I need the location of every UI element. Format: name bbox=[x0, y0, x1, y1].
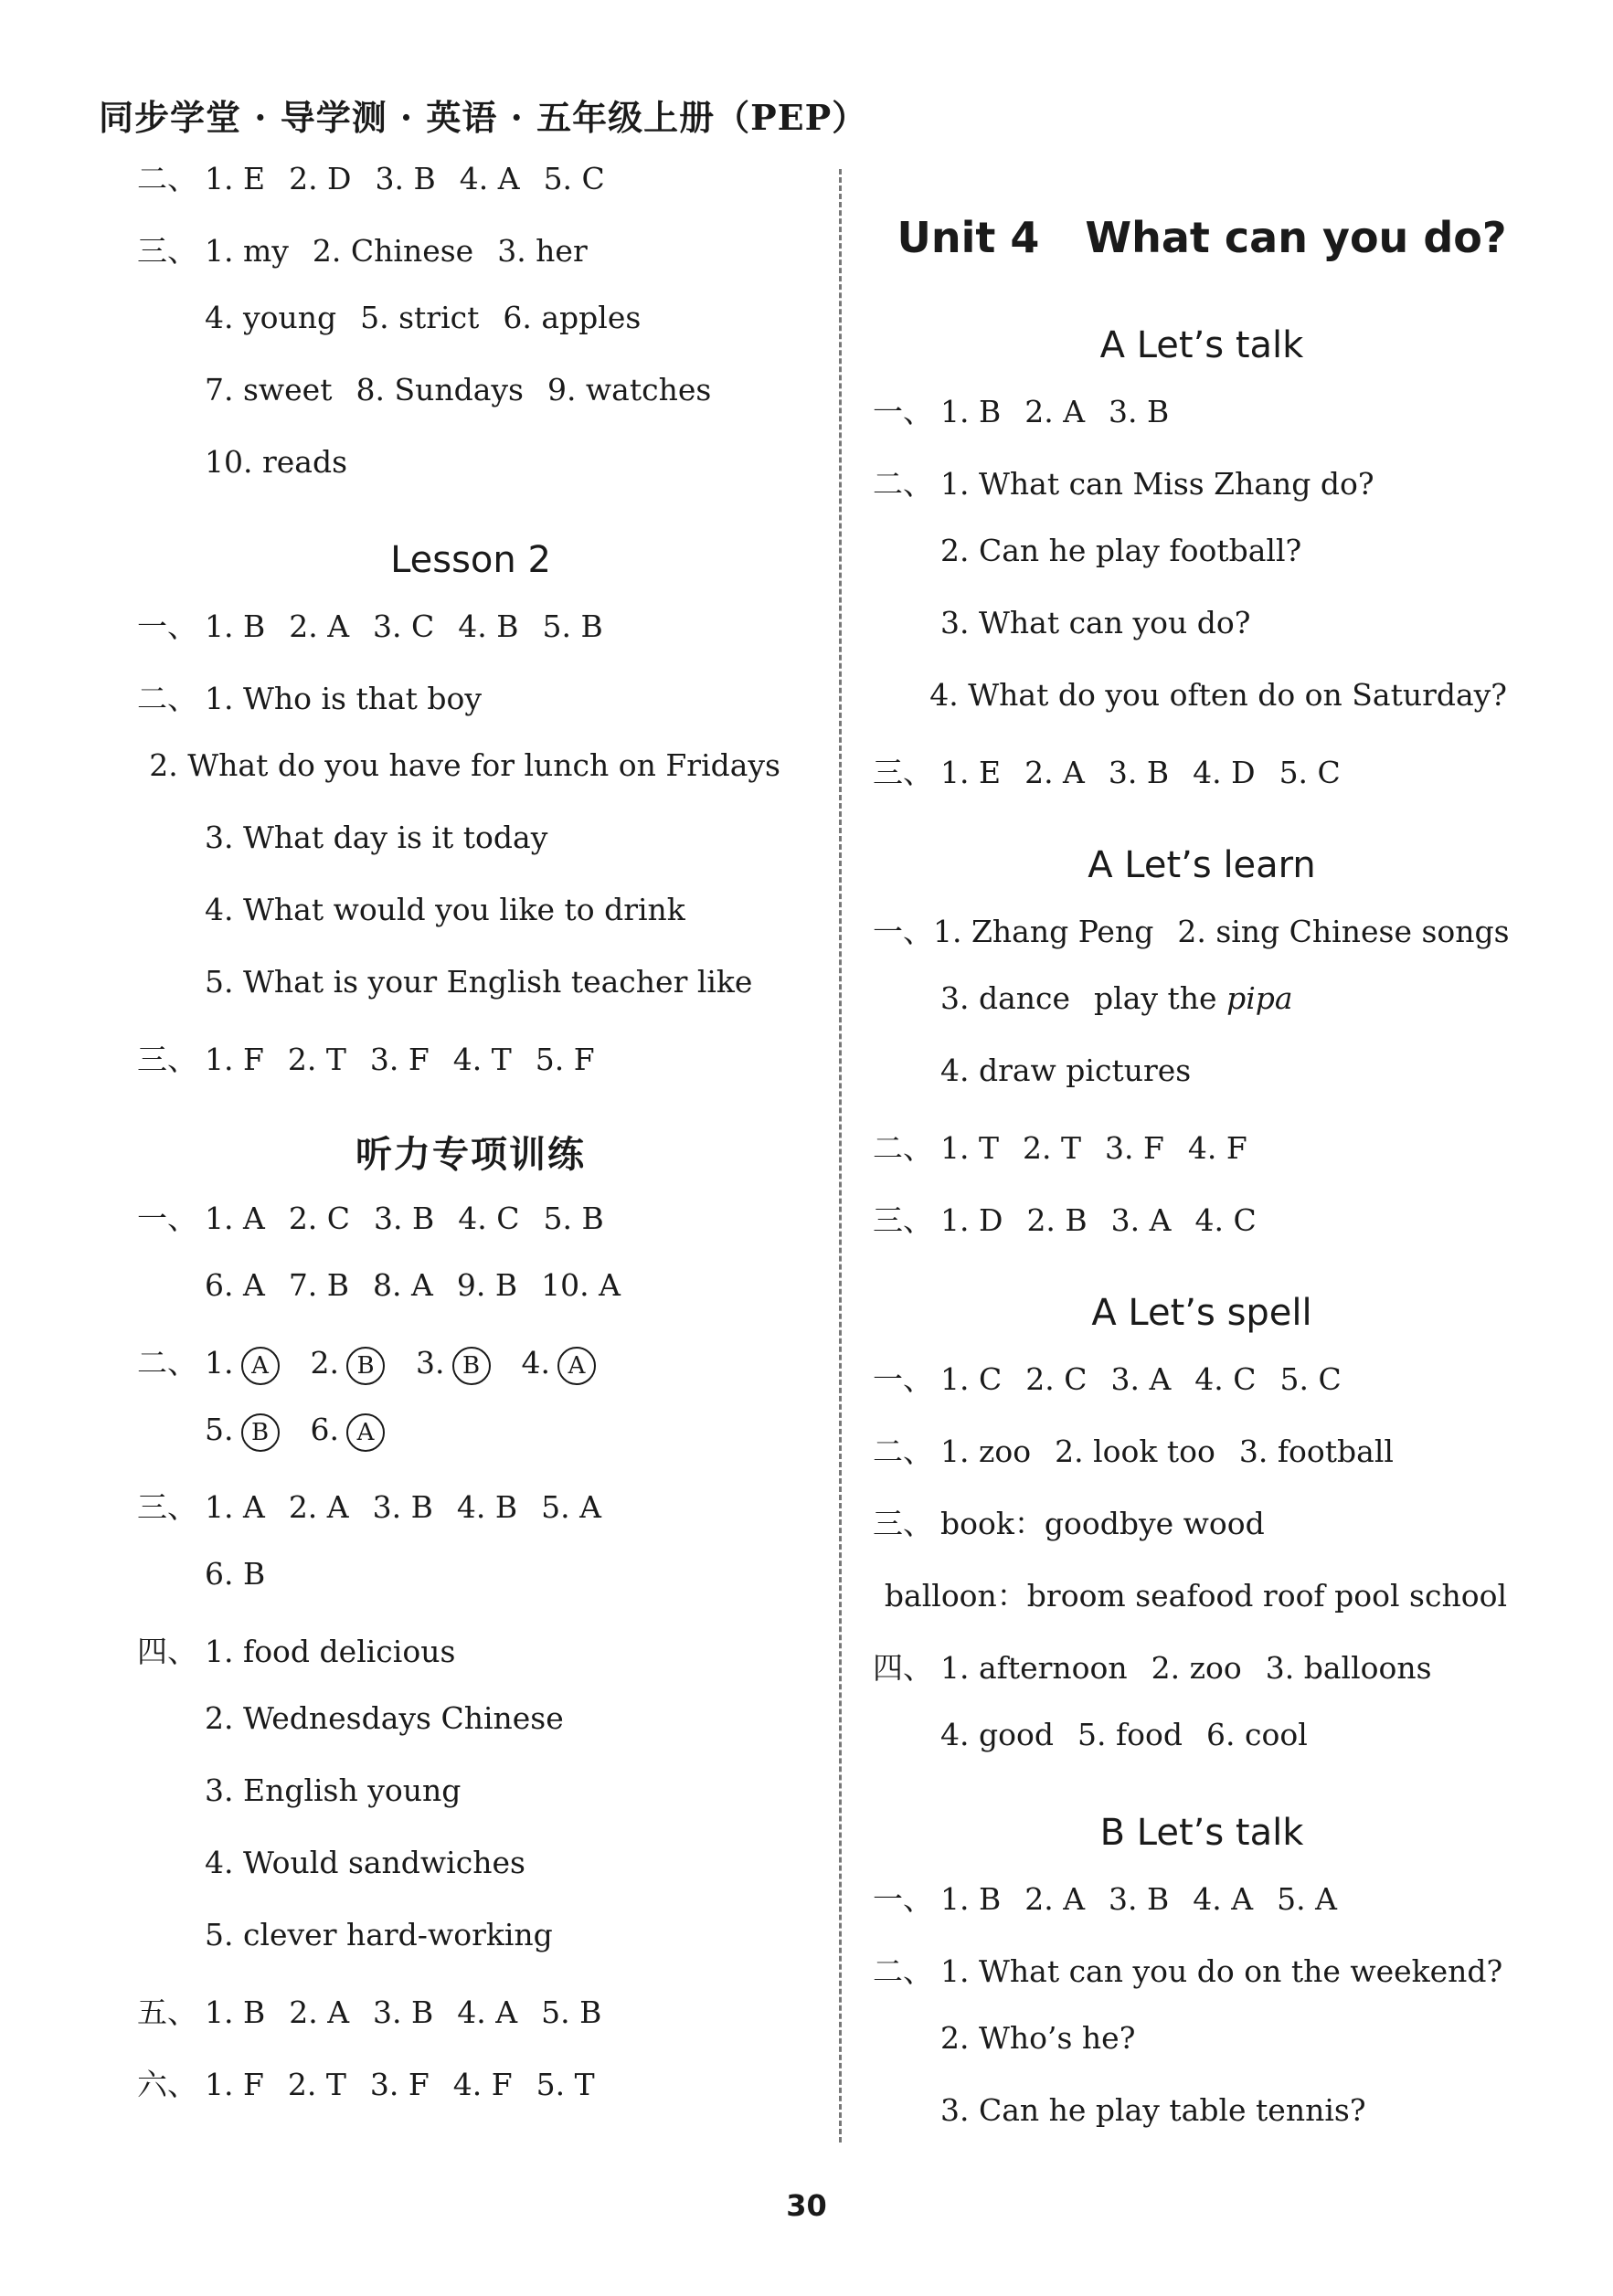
answer-item: 5. A bbox=[1277, 1881, 1337, 1917]
answer-item: 7. sweet bbox=[205, 372, 333, 407]
answer-items bbox=[940, 1434, 1417, 1469]
answer-item: 4. F bbox=[1187, 1130, 1247, 1166]
question-number: 二、 bbox=[137, 681, 197, 716]
answer-item: 1. food delicious bbox=[205, 1634, 456, 1669]
answer-item: 3. What can you do? bbox=[940, 605, 1251, 640]
right-column bbox=[873, 174, 1531, 2164]
answer-item: 3. B bbox=[375, 161, 436, 196]
answer-line bbox=[873, 605, 1531, 677]
answer-item: 1. A bbox=[205, 1201, 265, 1236]
answer-item: 2. A bbox=[289, 608, 350, 644]
answer-item: 8. A bbox=[373, 1267, 433, 1303]
answer-item: 2. zoo bbox=[1151, 1650, 1242, 1686]
answer-item: 2. A bbox=[288, 1489, 349, 1525]
question-number: 三、 bbox=[873, 755, 933, 790]
answer-items bbox=[940, 755, 1364, 790]
answer-item: 2. look too bbox=[1055, 1434, 1215, 1469]
section-title: Lesson 2 bbox=[390, 538, 551, 581]
answer-items bbox=[205, 1634, 479, 1669]
answer-line bbox=[137, 603, 804, 675]
question-number: 二、 bbox=[137, 161, 197, 196]
answer-item: 4. A bbox=[457, 1994, 518, 2030]
answer-item: 7. B bbox=[288, 1267, 350, 1303]
section-title: A Let’s talk bbox=[1099, 323, 1304, 366]
answer-items bbox=[205, 820, 571, 855]
answer-item: 3. F bbox=[369, 1042, 430, 1077]
answer-item: 4. draw pictures bbox=[940, 1053, 1192, 1088]
answer-item: 3. B bbox=[373, 1994, 434, 2030]
item-number: 1. bbox=[205, 1345, 234, 1381]
answer-item: 1. T bbox=[940, 1130, 999, 1166]
answer-line bbox=[137, 1195, 804, 1267]
question-number: 三、 bbox=[137, 1042, 197, 1077]
answer-items bbox=[205, 1267, 644, 1303]
answer-item: 3. A bbox=[1110, 1202, 1172, 1238]
question-number: 二、 bbox=[873, 1130, 933, 1166]
answer-line bbox=[873, 1356, 1531, 1428]
answer-line bbox=[873, 460, 1531, 533]
answer-item: 3. Can he play table tennis? bbox=[940, 2092, 1366, 2128]
answer-line bbox=[873, 1948, 1531, 2020]
circled-answer: A bbox=[557, 1347, 596, 1385]
answer-line bbox=[137, 2061, 804, 2133]
answer-item: 3. dance bbox=[940, 980, 1071, 1016]
answer-item: 2. T bbox=[1023, 1130, 1081, 1166]
answer-line bbox=[873, 1125, 1531, 1197]
answer-items bbox=[205, 1700, 588, 1736]
answer-line bbox=[873, 1645, 1531, 1717]
answer-item: 3. B bbox=[1109, 1881, 1170, 1917]
answer-item: 5. T bbox=[536, 2067, 595, 2102]
answer-line bbox=[137, 1484, 804, 1556]
question-number: 六、 bbox=[137, 2067, 197, 2102]
answer-item: 3. A bbox=[1110, 1361, 1172, 1397]
answer-item: 4. T bbox=[452, 1042, 512, 1077]
answer-item: 3. B bbox=[372, 1489, 433, 1525]
answer-items bbox=[205, 1556, 289, 1592]
answer-line bbox=[137, 155, 804, 227]
answer-line bbox=[137, 1267, 804, 1339]
answer-line bbox=[137, 227, 804, 300]
answer-items bbox=[205, 1042, 619, 1077]
answer-item: 4. Would sandwiches bbox=[205, 1845, 525, 1880]
answer-item: 5. C bbox=[543, 161, 605, 196]
item-number: 2. bbox=[310, 1345, 339, 1381]
answer-items bbox=[205, 608, 627, 644]
answer-item: 1. F bbox=[205, 1042, 264, 1077]
answer-items bbox=[940, 1130, 1271, 1166]
answer-line bbox=[137, 675, 804, 747]
answer-item: 1. my bbox=[205, 233, 289, 269]
answer-item: 6. A bbox=[205, 1267, 265, 1303]
answer-item: 1. zoo bbox=[940, 1434, 1032, 1469]
answer-line bbox=[137, 1989, 804, 2061]
answer-item: 8. Sundays bbox=[355, 372, 524, 407]
question-number: 三、 bbox=[873, 1202, 933, 1238]
answer-item: 1. afternoon bbox=[940, 1650, 1128, 1686]
answer-item: 6. B bbox=[205, 1556, 266, 1592]
answer-line bbox=[137, 1036, 804, 1108]
answer-items bbox=[205, 892, 709, 927]
answer-items bbox=[940, 2092, 1390, 2128]
answer-items bbox=[940, 1053, 1215, 1088]
answer-item: 2. T bbox=[287, 1042, 346, 1077]
question-number: 二、 bbox=[873, 466, 933, 502]
answer-items bbox=[205, 1845, 549, 1880]
answer-items bbox=[940, 1202, 1280, 1238]
answer-item: 9. B bbox=[456, 1267, 518, 1303]
answer-line bbox=[873, 2092, 1531, 2164]
answer-items bbox=[940, 2020, 1159, 2056]
answer-item: 5. food bbox=[1077, 1717, 1183, 1752]
answer-item: 2. Wednesdays Chinese bbox=[205, 1700, 564, 1736]
item-number: 4. bbox=[521, 1345, 550, 1381]
answer-item: 2. Chinese bbox=[312, 233, 474, 269]
answer-line bbox=[873, 1197, 1531, 1269]
answer-item: 4. What would you like to drink bbox=[205, 892, 685, 927]
answer-item: 3. F bbox=[369, 2067, 430, 2102]
answer-items bbox=[205, 2067, 619, 2102]
item-number: 6. bbox=[310, 1412, 339, 1447]
section-title: A Let’s spell bbox=[1091, 1291, 1312, 1334]
answer-item: 2. A bbox=[289, 1994, 350, 2030]
answer-items bbox=[940, 1361, 1365, 1397]
answer-text: play the bbox=[1094, 980, 1227, 1016]
answer-item: 1. What can Miss Zhang do? bbox=[940, 466, 1374, 502]
answer-item: 3. balloons bbox=[1265, 1650, 1432, 1686]
answer-line bbox=[137, 820, 804, 892]
answer-items bbox=[205, 1994, 625, 2030]
answer-items bbox=[940, 466, 1398, 502]
question-number: 五、 bbox=[137, 1994, 197, 2030]
answer-items bbox=[205, 1917, 577, 1952]
answer-line bbox=[137, 1772, 804, 1845]
question-number: 二、 bbox=[137, 1345, 197, 1381]
answer-line bbox=[137, 1700, 804, 1772]
answer-items bbox=[205, 1489, 625, 1525]
answer-item: book：goodbye wood bbox=[940, 1506, 1265, 1541]
answer-item: 3. What day is it today bbox=[205, 820, 548, 855]
answer-item: 4. What do you often do on Saturday? bbox=[929, 677, 1507, 713]
answer-line bbox=[873, 1876, 1531, 1948]
answer-item: 5. C bbox=[1279, 755, 1341, 790]
answer-item: 1. B bbox=[940, 394, 1002, 429]
page-number: 30 bbox=[786, 2188, 827, 2223]
answer-line bbox=[137, 1412, 804, 1484]
question-number: 四、 bbox=[873, 1650, 933, 1686]
answer-item: 2. A bbox=[1024, 1881, 1086, 1917]
answer-items bbox=[205, 1201, 628, 1236]
unit-title bbox=[873, 174, 1531, 302]
answer-items bbox=[205, 233, 611, 269]
answer-item: 2. B bbox=[1026, 1202, 1088, 1238]
answer-item: 5. B bbox=[543, 1201, 604, 1236]
question-number: 二、 bbox=[873, 1953, 933, 1989]
answer-line bbox=[137, 1556, 804, 1628]
question-number: 一、 bbox=[873, 914, 933, 949]
question-number: 二、 bbox=[873, 1434, 933, 1469]
answer-items bbox=[940, 533, 1325, 568]
answer-item: 5. clever hard-working bbox=[205, 1917, 553, 1952]
answer-items bbox=[205, 161, 629, 196]
answer-items bbox=[933, 914, 1533, 949]
answer-item: 1. B bbox=[940, 1881, 1002, 1917]
section-title: A Let’s learn bbox=[1088, 843, 1316, 886]
answer-item: 5. What is your English teacher like bbox=[205, 964, 753, 1000]
question-number: 一、 bbox=[137, 608, 197, 644]
circled-answer: B bbox=[346, 1347, 385, 1385]
answer-items bbox=[205, 444, 371, 480]
item-number: 5. bbox=[205, 1412, 234, 1447]
answer-line bbox=[873, 1500, 1531, 1572]
answer-items bbox=[205, 964, 776, 1000]
answer-line bbox=[137, 1845, 804, 1917]
answer-items bbox=[149, 747, 804, 783]
question-number: 四、 bbox=[137, 1634, 197, 1669]
answer-item: 3. English young bbox=[205, 1772, 462, 1808]
answer-line bbox=[873, 980, 1531, 1053]
question-number: 三、 bbox=[137, 1489, 197, 1525]
answer-line bbox=[873, 1053, 1531, 1125]
answer-item: 1. B bbox=[205, 1994, 266, 2030]
answer-item: 3. F bbox=[1105, 1130, 1164, 1166]
circled-answer: B bbox=[452, 1347, 491, 1385]
answer-item: 5. F bbox=[535, 1042, 595, 1077]
answer-line bbox=[873, 1717, 1531, 1789]
answer-item: 4. C bbox=[458, 1201, 520, 1236]
question-number: 一、 bbox=[137, 1201, 197, 1236]
answer-line bbox=[137, 1628, 804, 1700]
answer-item: balloon：broom seafood roof pool school bbox=[884, 1578, 1507, 1614]
answer-item: 1. D bbox=[940, 1202, 1003, 1238]
answer-item: 1. Who is that boy bbox=[205, 681, 483, 716]
answer-item: 4. F bbox=[452, 2067, 513, 2102]
answer-line bbox=[873, 677, 1531, 749]
answer-items bbox=[940, 1650, 1456, 1686]
answer-line bbox=[873, 1572, 1531, 1645]
answer-line bbox=[137, 300, 804, 372]
answer-item: 3. B bbox=[1108, 755, 1170, 790]
section-title: B Let’s talk bbox=[1099, 1811, 1304, 1854]
answer-item: 4. B bbox=[458, 608, 519, 644]
answer-line bbox=[873, 2020, 1531, 2092]
answer-item: 10. reads bbox=[205, 444, 348, 480]
answer-item: 9. watches bbox=[547, 372, 712, 407]
section-title: 听力专项训练 bbox=[355, 1134, 586, 1176]
answer-item: 4. C bbox=[1194, 1361, 1257, 1397]
answer-line bbox=[137, 1917, 804, 1989]
answer-item: 1. E bbox=[205, 161, 266, 196]
answer-item: 10. A bbox=[541, 1267, 621, 1303]
answer-line bbox=[137, 444, 804, 516]
answer-line bbox=[873, 749, 1531, 821]
answer-items bbox=[929, 677, 1531, 713]
answer-item: 5. B bbox=[541, 1994, 602, 2030]
question-number: 一、 bbox=[873, 394, 933, 429]
answer-item: 2. D bbox=[289, 161, 352, 196]
circled-answer: B bbox=[241, 1413, 280, 1452]
answer-line bbox=[137, 1339, 804, 1412]
answer-items bbox=[940, 1500, 1289, 1543]
left-column bbox=[137, 155, 804, 2133]
circled-answer: A bbox=[346, 1413, 385, 1452]
question-number: 三、 bbox=[873, 1506, 933, 1541]
answer-items bbox=[205, 372, 735, 407]
answer-item: 2. T bbox=[287, 2067, 346, 2102]
answer-item: 6. cool bbox=[1206, 1717, 1308, 1752]
answer-item: 4. good bbox=[940, 1717, 1054, 1752]
answer-item: 2. sing Chinese songs bbox=[1177, 914, 1510, 949]
answer-item: 4. B bbox=[456, 1489, 518, 1525]
answer-item: 4. D bbox=[1193, 755, 1256, 790]
answer-items bbox=[205, 681, 505, 716]
answer-items bbox=[940, 1881, 1361, 1917]
question-number: 一、 bbox=[873, 1361, 933, 1397]
answer-item: 3. her bbox=[497, 233, 588, 269]
answer-item: 1. A bbox=[205, 1489, 265, 1525]
answer-line bbox=[873, 533, 1531, 605]
unit-name: What can you do? bbox=[1085, 213, 1507, 262]
answer-item: 3. C bbox=[373, 608, 435, 644]
page-header: 同步学堂 · 导学测 · 英语 · 五年级上册（PEP） bbox=[99, 97, 868, 138]
answer-item: 4. C bbox=[1194, 1202, 1257, 1238]
answer-items bbox=[940, 1953, 1526, 1989]
answer-item: 2. C bbox=[1025, 1361, 1088, 1397]
answer-item: 2. A bbox=[1024, 394, 1086, 429]
answer-item: 5. strict bbox=[360, 300, 480, 335]
answer-item: 2. Can he play football? bbox=[940, 533, 1302, 568]
answer-line bbox=[137, 892, 804, 964]
answer-line bbox=[137, 964, 804, 1036]
answer-item: 2. Who’s he? bbox=[940, 2020, 1136, 2056]
question-number: 三、 bbox=[137, 233, 197, 269]
answer-line bbox=[137, 747, 804, 820]
answer-items bbox=[205, 300, 664, 335]
answer-italic: pipa bbox=[1226, 980, 1293, 1016]
answer-item: 5. B bbox=[542, 608, 603, 644]
answer-line bbox=[873, 388, 1531, 460]
circled-answer: A bbox=[241, 1347, 280, 1385]
answer-items bbox=[940, 394, 1193, 429]
answer-item: 2. C bbox=[288, 1201, 351, 1236]
answer-line bbox=[873, 908, 1531, 980]
answer-item: 1. What can you do on the weekend? bbox=[940, 1953, 1503, 1989]
answer-item: 2. A bbox=[1024, 755, 1085, 790]
answer-item: 1. F bbox=[205, 2067, 264, 2102]
answer-item: 3. B bbox=[1109, 394, 1170, 429]
item-number: 3. bbox=[416, 1345, 445, 1381]
answer-items bbox=[940, 605, 1274, 640]
answer-item bbox=[1094, 980, 1293, 1016]
answer-item: 1. C bbox=[940, 1361, 1003, 1397]
question-number: 一、 bbox=[873, 1881, 933, 1917]
answer-item: 1. E bbox=[940, 755, 1002, 790]
column-divider bbox=[839, 169, 842, 2143]
answer-item: 3. football bbox=[1238, 1434, 1394, 1469]
answer-item: 6. apples bbox=[503, 300, 642, 335]
answer-items bbox=[940, 1717, 1332, 1752]
answer-item: 4. A bbox=[1193, 1881, 1254, 1917]
answer-line bbox=[873, 1428, 1531, 1500]
answer-item: 4. A bbox=[459, 161, 520, 196]
answer-item: 5. A bbox=[541, 1489, 601, 1525]
answer-item: 2. What do you have for lunch on Fridays bbox=[149, 747, 780, 783]
answer-items bbox=[205, 1772, 484, 1808]
answer-line bbox=[137, 372, 804, 444]
answer-item: 3. B bbox=[374, 1201, 435, 1236]
answer-items bbox=[885, 1572, 1531, 1615]
answer-item: 4. young bbox=[205, 300, 337, 335]
answer-item: 1. Zhang Peng bbox=[933, 914, 1154, 949]
answer-item: 5. C bbox=[1279, 1361, 1342, 1397]
answer-item: 1. B bbox=[205, 608, 266, 644]
unit-number: Unit 4 bbox=[897, 213, 1040, 262]
